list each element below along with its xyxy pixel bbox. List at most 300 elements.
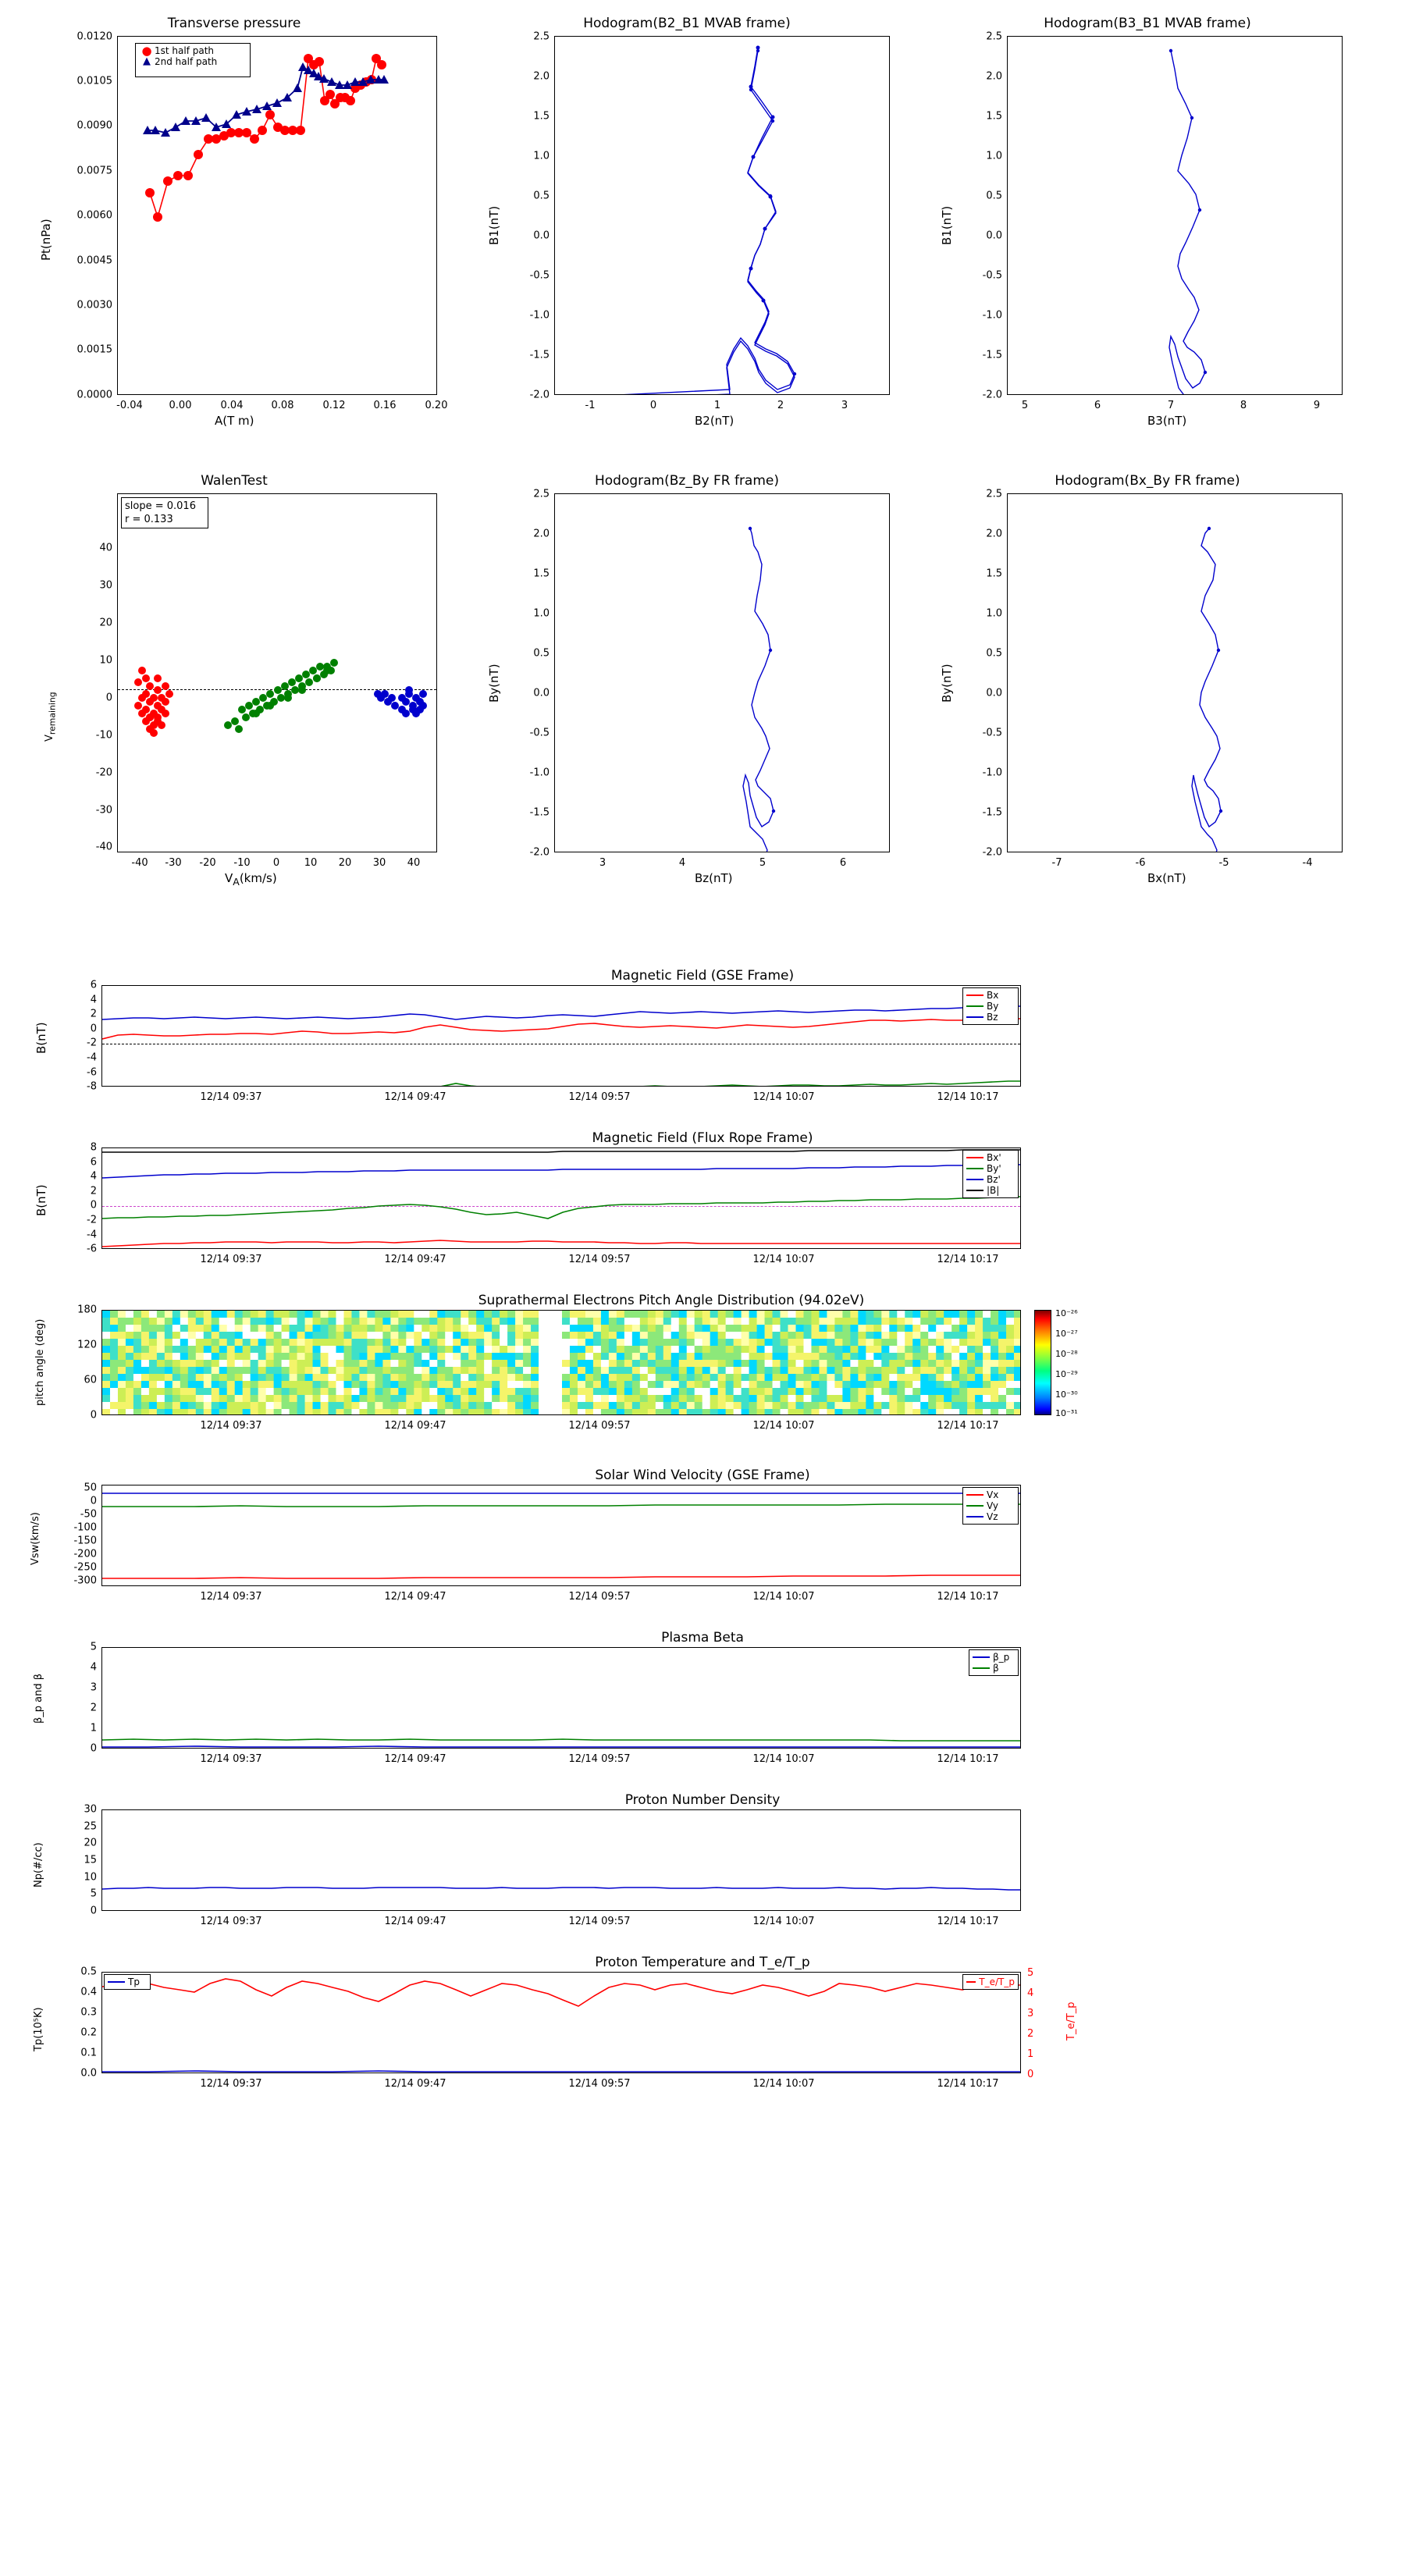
y-tick: -250 bbox=[73, 1561, 97, 1574]
y-tick: 0.1 bbox=[80, 2047, 97, 2059]
y-tick-right: 0 bbox=[1027, 2069, 1034, 2080]
y-tick: 10 bbox=[99, 654, 112, 667]
plot-svg bbox=[118, 494, 437, 852]
legend-item bbox=[139, 45, 247, 56]
y-tick: 0.0060 bbox=[76, 209, 112, 222]
panel-title: Magnetic Field (GSE Frame) bbox=[610, 968, 795, 984]
y-tick: 1.0 bbox=[986, 607, 1002, 620]
panel-hodogram-bz-by bbox=[468, 468, 905, 885]
legend-label: Tp bbox=[128, 1976, 140, 1987]
y-axis-label: By(nT) bbox=[487, 664, 501, 703]
x-tick: 12/14 10:07 bbox=[752, 1254, 815, 1265]
panel-title: WalenTest bbox=[201, 473, 268, 489]
y-tick: -4 bbox=[87, 1051, 97, 1064]
plot-svg bbox=[1008, 494, 1343, 852]
y-tick: -100 bbox=[73, 1521, 97, 1534]
y-tick-right: 4 bbox=[1027, 1987, 1034, 1999]
plot-area bbox=[554, 493, 890, 852]
x-tick: 12/14 10:17 bbox=[937, 1753, 999, 1765]
y-tick: 0 bbox=[90, 1023, 97, 1035]
y-tick: 50 bbox=[84, 1482, 97, 1494]
y-tick: 25 bbox=[84, 1820, 97, 1833]
x-tick: 3 bbox=[599, 857, 606, 869]
legend-item bbox=[108, 1976, 147, 1987]
plot-svg bbox=[102, 1648, 1021, 1749]
y-tick: 0.5 bbox=[986, 190, 1002, 202]
x-tick: 1 bbox=[713, 400, 721, 411]
y-tick: -2 bbox=[87, 1037, 97, 1049]
y-tick: -0.5 bbox=[529, 269, 550, 282]
y-tick: 1.5 bbox=[533, 568, 550, 580]
y-tick: 2.5 bbox=[533, 488, 550, 500]
x-tick: 10 bbox=[304, 857, 318, 869]
plot-svg-main bbox=[555, 37, 890, 395]
y-tick: 2.5 bbox=[986, 30, 1002, 43]
y-axis-label: β_p and β bbox=[33, 1673, 44, 1724]
y-tick: 0.0075 bbox=[76, 165, 112, 177]
x-tick: 12/14 10:17 bbox=[937, 1254, 999, 1265]
legend-label: Bx bbox=[987, 990, 999, 1001]
y-tick: 2.0 bbox=[986, 70, 1002, 83]
y-tick: -2.0 bbox=[982, 389, 1002, 401]
y-tick: 0.4 bbox=[80, 1986, 97, 1998]
y-tick: 180 bbox=[77, 1304, 97, 1316]
y-tick: -1.5 bbox=[529, 349, 550, 361]
y-tick: -8 bbox=[87, 1080, 97, 1093]
x-axis-label: $V_A(km/s)$ bbox=[225, 871, 277, 888]
x-tick: 12/14 10:07 bbox=[752, 1091, 815, 1103]
legend-item bbox=[966, 1511, 1015, 1522]
y-axis-label: $V_{remaining}$ bbox=[44, 692, 58, 742]
plot-svg bbox=[1008, 37, 1343, 395]
legend-item bbox=[966, 1174, 1015, 1185]
plot-area bbox=[101, 1972, 1021, 2073]
y-tick: 30 bbox=[84, 1803, 97, 1816]
x-tick: 12/14 09:47 bbox=[384, 1753, 446, 1765]
x-tick: -5 bbox=[1218, 857, 1229, 869]
y-tick: 20 bbox=[84, 1837, 97, 1849]
colorbar-tick: 10⁻²⁸ bbox=[1055, 1349, 1078, 1359]
y-tick: -50 bbox=[80, 1508, 97, 1521]
y-axis-label: pitch angle (deg) bbox=[34, 1318, 46, 1406]
panel-title: Hodogram(B3_B1 MVAB frame) bbox=[1044, 16, 1251, 31]
y-tick: 2 bbox=[90, 1185, 97, 1197]
panel-title: Transverse pressure bbox=[167, 16, 301, 31]
x-tick: 0 bbox=[649, 400, 657, 411]
legend-item bbox=[973, 1652, 1015, 1663]
panel-plasma-beta bbox=[16, 1630, 1389, 1786]
panel-walen-test bbox=[16, 468, 453, 888]
panel-proton-temperature bbox=[16, 1955, 1389, 2119]
legend-left bbox=[104, 1974, 151, 1990]
y-tick: 2.0 bbox=[533, 70, 550, 83]
legend-item bbox=[966, 1976, 1015, 1987]
y-tick: 30 bbox=[99, 579, 112, 592]
x-tick: 12/14 10:17 bbox=[937, 1591, 999, 1603]
panel-magnetic-field-gse bbox=[16, 968, 1389, 1124]
y-tick: -0.5 bbox=[982, 269, 1002, 282]
x-tick: -20 bbox=[199, 857, 216, 869]
x-tick: -6 bbox=[1135, 857, 1146, 869]
x-tick: 7 bbox=[1167, 400, 1175, 411]
y-tick: -1.0 bbox=[529, 767, 550, 779]
x-tick: 12/14 10:17 bbox=[937, 1091, 999, 1103]
y-tick-right: 1 bbox=[1027, 2048, 1034, 2060]
legend bbox=[969, 1649, 1019, 1676]
x-tick: 12/14 09:37 bbox=[200, 1254, 262, 1265]
x-tick: 4 bbox=[678, 857, 686, 869]
x-tick: 12/14 09:37 bbox=[200, 1420, 262, 1432]
x-tick: 12/14 10:07 bbox=[752, 2078, 815, 2090]
y-tick: 120 bbox=[77, 1339, 97, 1351]
y-tick: 0.0 bbox=[533, 229, 550, 242]
x-axis-label: Bx(nT) bbox=[1147, 871, 1186, 885]
y-tick: 0.5 bbox=[533, 647, 550, 660]
y-tick: 2.5 bbox=[986, 488, 1002, 500]
panel-hodogram-b2-b1 bbox=[468, 11, 905, 428]
y-tick: 0 bbox=[105, 692, 112, 704]
plot-svg bbox=[102, 1148, 1021, 1249]
x-tick: 12/14 09:37 bbox=[200, 1916, 262, 1927]
legend-item bbox=[966, 1185, 1015, 1196]
panel-proton-number-density bbox=[16, 1792, 1389, 1948]
y-tick: 0 bbox=[90, 1409, 97, 1421]
x-tick: 8 bbox=[1240, 400, 1247, 411]
x-axis-label: B2(nT) bbox=[695, 414, 735, 428]
y-tick: 0.0 bbox=[533, 687, 550, 699]
y-tick: -150 bbox=[73, 1535, 97, 1547]
colorbar bbox=[1034, 1310, 1051, 1415]
legend-item bbox=[973, 1663, 1015, 1674]
x-tick: -1 bbox=[585, 400, 596, 411]
y-tick: -1.0 bbox=[982, 767, 1002, 779]
legend-label: 2nd half path bbox=[155, 56, 218, 67]
y-tick: 6 bbox=[90, 1156, 97, 1169]
y-tick: 0.5 bbox=[80, 1966, 97, 1978]
x-axis-label: A(T m) bbox=[215, 414, 254, 428]
y-tick: 0 bbox=[90, 1742, 97, 1755]
y-tick: -2.0 bbox=[529, 846, 550, 859]
x-tick: 12/14 09:37 bbox=[200, 1753, 262, 1765]
y-tick: 0.0000 bbox=[76, 389, 112, 401]
y-tick: 15 bbox=[84, 1854, 97, 1866]
y-tick: 0 bbox=[90, 1199, 97, 1212]
y-tick: 0.0 bbox=[986, 687, 1002, 699]
r-text: r = 0.133 bbox=[125, 514, 173, 525]
x-tick: 3 bbox=[841, 400, 848, 411]
y-tick: 0.0105 bbox=[76, 75, 112, 87]
y-tick-right: 2 bbox=[1027, 2028, 1034, 2040]
y-axis-label: Pt(nPa) bbox=[39, 219, 53, 261]
x-tick: 0 bbox=[272, 857, 280, 869]
x-tick: -40 bbox=[131, 857, 148, 869]
plot-area bbox=[1007, 493, 1343, 852]
x-tick: 0.20 bbox=[425, 400, 448, 411]
slope-text: slope = 0.016 bbox=[125, 500, 196, 512]
legend-label: By' bbox=[987, 1163, 1001, 1174]
y-tick: 0.0 bbox=[80, 2067, 97, 2080]
y-tick: 0.0030 bbox=[76, 299, 112, 311]
x-tick: 12/14 09:37 bbox=[200, 2078, 262, 2090]
y-tick: 60 bbox=[84, 1374, 97, 1386]
y-tick: 20 bbox=[99, 617, 112, 629]
x-tick: 5 bbox=[1021, 400, 1029, 411]
x-tick: 12/14 09:57 bbox=[568, 2078, 631, 2090]
legend-right bbox=[962, 1974, 1019, 1990]
x-tick: 12/14 09:47 bbox=[384, 1091, 446, 1103]
panel-title: Hodogram(Bz_By FR frame) bbox=[594, 473, 780, 489]
x-tick: 12/14 09:57 bbox=[568, 1591, 631, 1603]
y-tick: 1.5 bbox=[986, 110, 1002, 123]
y-axis-label: Np(#/cc) bbox=[33, 1842, 44, 1888]
y-tick: -1.5 bbox=[529, 806, 550, 819]
plot-area bbox=[101, 1147, 1021, 1249]
plot-area bbox=[554, 36, 890, 395]
x-tick: 30 bbox=[372, 857, 386, 869]
panel-title: Hodogram(Bx_By FR frame) bbox=[1055, 473, 1240, 489]
legend-label: Vy bbox=[987, 1500, 998, 1511]
y-tick: -2 bbox=[87, 1214, 97, 1226]
y-tick: -30 bbox=[95, 804, 112, 817]
x-tick: 6 bbox=[1094, 400, 1101, 411]
colorbar-tick: 10⁻²⁶ bbox=[1055, 1308, 1078, 1318]
x-tick: 9 bbox=[1313, 400, 1321, 411]
y-tick: 4 bbox=[90, 1661, 97, 1674]
y-tick: -1.0 bbox=[982, 309, 1002, 322]
legend-label: Vx bbox=[987, 1489, 999, 1500]
y-tick: 0.0120 bbox=[76, 30, 112, 43]
y-tick: 1.5 bbox=[533, 110, 550, 123]
panel-title: Suprathermal Electrons Pitch Angle Distribution (94.02eV) bbox=[478, 1293, 865, 1308]
legend bbox=[135, 43, 251, 77]
x-tick: 12/14 09:47 bbox=[384, 1420, 446, 1432]
triangle-marker-icon: ▲ bbox=[143, 55, 151, 67]
legend-label: T_e/T_p bbox=[979, 1976, 1015, 1987]
y-tick-right: 5 bbox=[1027, 1967, 1034, 1979]
x-tick: 0.04 bbox=[220, 400, 244, 411]
plot-area bbox=[101, 985, 1021, 1087]
x-tick: 12/14 10:17 bbox=[937, 2078, 999, 2090]
colorbar-tick: 10⁻³⁰ bbox=[1055, 1389, 1078, 1400]
circle-marker-icon: ● bbox=[141, 44, 152, 58]
y-tick: 0 bbox=[90, 1495, 97, 1507]
x-tick: -30 bbox=[165, 857, 182, 869]
plot-area bbox=[117, 493, 437, 852]
plot-svg bbox=[555, 494, 890, 852]
y-tick: 6 bbox=[90, 979, 97, 991]
x-tick: 5 bbox=[759, 857, 767, 869]
x-axis-label: Bz(nT) bbox=[695, 871, 733, 885]
x-tick: 12/14 10:17 bbox=[937, 1420, 999, 1432]
y-axis-label: Tp(10⁵K) bbox=[33, 2007, 44, 2051]
colorbar-tick: 10⁻²⁹ bbox=[1055, 1369, 1078, 1379]
y-tick: -20 bbox=[95, 767, 112, 779]
legend-item bbox=[139, 56, 247, 67]
plot-svg bbox=[102, 1973, 1021, 2073]
plot-area bbox=[1007, 36, 1343, 395]
x-tick: 12/14 09:47 bbox=[384, 1254, 446, 1265]
y-tick: 3 bbox=[90, 1681, 97, 1694]
panel-magnetic-field-fr bbox=[16, 1130, 1389, 1286]
y-tick: 4 bbox=[90, 994, 97, 1006]
y-tick: 0.3 bbox=[80, 2006, 97, 2019]
panel-title: Hodogram(B2_B1 MVAB frame) bbox=[583, 16, 791, 31]
x-tick: 12/14 10:07 bbox=[752, 1420, 815, 1432]
x-tick: 12/14 09:57 bbox=[568, 1916, 631, 1927]
x-tick: 12/14 09:37 bbox=[200, 1591, 262, 1603]
y-tick: 1.0 bbox=[533, 607, 550, 620]
x-tick: 12/14 09:37 bbox=[200, 1091, 262, 1103]
y-tick: -0.5 bbox=[529, 727, 550, 739]
y-axis-label: B1(nT) bbox=[940, 205, 954, 245]
panel-title: Proton Number Density bbox=[624, 1792, 781, 1808]
y-tick: 1.0 bbox=[986, 150, 1002, 162]
y-tick: -6 bbox=[87, 1066, 97, 1079]
y-tick: -1.0 bbox=[529, 309, 550, 322]
y-tick: 4 bbox=[90, 1170, 97, 1183]
y-tick: 2 bbox=[90, 1008, 97, 1020]
x-tick: 12/14 09:57 bbox=[568, 1420, 631, 1432]
legend-item bbox=[966, 1001, 1015, 1012]
plot-area bbox=[101, 1809, 1021, 1911]
y-tick: 5 bbox=[90, 1641, 97, 1653]
x-tick: 12/14 10:07 bbox=[752, 1916, 815, 1927]
y-tick: 0.2 bbox=[80, 2026, 97, 2039]
plot-svg bbox=[102, 986, 1021, 1087]
y-tick: 8 bbox=[90, 1141, 97, 1154]
panel-hodogram-bx-by bbox=[921, 468, 1374, 885]
plot-svg bbox=[118, 37, 437, 395]
x-tick: 2 bbox=[777, 400, 784, 411]
x-tick: 12/14 09:47 bbox=[384, 2078, 446, 2090]
plot-area bbox=[101, 1310, 1021, 1415]
y-axis-label: B(nT) bbox=[34, 1022, 48, 1054]
x-tick: 6 bbox=[839, 857, 847, 869]
plot-area bbox=[117, 36, 437, 395]
y-axis-label: By(nT) bbox=[940, 664, 954, 703]
y-tick: -1.5 bbox=[982, 349, 1002, 361]
x-tick: 12/14 09:57 bbox=[568, 1254, 631, 1265]
y-tick: -1.5 bbox=[982, 806, 1002, 819]
x-tick: 12/14 10:17 bbox=[937, 1916, 999, 1927]
y-tick: -6 bbox=[87, 1243, 97, 1255]
plot-svg bbox=[102, 1810, 1021, 1911]
legend-label: β bbox=[993, 1663, 999, 1674]
y-axis-label: B1(nT) bbox=[487, 205, 501, 245]
y-tick: 2.0 bbox=[533, 528, 550, 540]
colorbar-tick: 10⁻²⁷ bbox=[1055, 1329, 1078, 1339]
legend-label: β_p bbox=[993, 1652, 1010, 1663]
legend-label: By bbox=[987, 1001, 999, 1012]
legend-item bbox=[966, 990, 1015, 1001]
x-tick: 12/14 10:07 bbox=[752, 1591, 815, 1603]
y-tick: 1.0 bbox=[533, 150, 550, 162]
y-tick: 2.5 bbox=[533, 30, 550, 43]
panel-title: Magnetic Field (Flux Rope Frame) bbox=[592, 1130, 813, 1146]
x-tick: 12/14 09:47 bbox=[384, 1591, 446, 1603]
legend-label: 1st half path bbox=[155, 45, 215, 56]
y-axis-label: Vsw(km/s) bbox=[30, 1512, 41, 1565]
panel-hodogram-b3-b1 bbox=[921, 11, 1374, 428]
y-tick: -40 bbox=[95, 841, 112, 853]
x-tick: 0.16 bbox=[373, 400, 397, 411]
y-tick: 0.0090 bbox=[76, 119, 112, 132]
heatmap-svg bbox=[102, 1311, 1021, 1415]
y-tick: 0.5 bbox=[986, 647, 1002, 660]
x-tick: 0.08 bbox=[271, 400, 294, 411]
y-axis-label: B(nT) bbox=[34, 1184, 48, 1216]
y-tick: 10 bbox=[84, 1871, 97, 1884]
y-axis-label-right: T_e/T_p bbox=[1065, 2001, 1077, 2041]
panel-title: Proton Temperature and T_e/T_p bbox=[595, 1955, 810, 1970]
annotation-box bbox=[121, 497, 208, 528]
y-tick: -10 bbox=[95, 729, 112, 742]
y-tick: 0.5 bbox=[533, 190, 550, 202]
legend-label: Bz bbox=[987, 1012, 998, 1023]
x-tick: 0.00 bbox=[169, 400, 192, 411]
x-axis-label: B3(nT) bbox=[1147, 414, 1187, 428]
y-tick: -4 bbox=[87, 1229, 97, 1241]
x-tick: -4 bbox=[1302, 857, 1313, 869]
y-tick: 0.0015 bbox=[76, 343, 112, 356]
legend bbox=[962, 1150, 1019, 1198]
y-tick: -0.5 bbox=[982, 727, 1002, 739]
y-tick: 40 bbox=[99, 542, 112, 554]
x-tick: 12/14 09:57 bbox=[568, 1753, 631, 1765]
legend bbox=[962, 987, 1019, 1025]
y-tick: -2.0 bbox=[529, 389, 550, 401]
y-tick-right: 3 bbox=[1027, 2008, 1034, 2019]
y-tick: 5 bbox=[90, 1888, 97, 1900]
y-tick: -2.0 bbox=[982, 846, 1002, 859]
panel-transverse-pressure bbox=[16, 11, 453, 428]
legend-item bbox=[966, 1500, 1015, 1511]
plot-area bbox=[101, 1647, 1021, 1749]
legend-label: Bx' bbox=[987, 1152, 1001, 1163]
y-tick: -200 bbox=[73, 1548, 97, 1560]
y-tick: 0.0 bbox=[986, 229, 1002, 242]
legend bbox=[962, 1487, 1019, 1525]
legend-label: Bz' bbox=[987, 1174, 1001, 1185]
plot-svg bbox=[102, 1485, 1021, 1586]
legend-label: Vz bbox=[987, 1511, 998, 1522]
legend-item bbox=[966, 1489, 1015, 1500]
y-tick: 0 bbox=[90, 1905, 97, 1917]
x-tick: 20 bbox=[338, 857, 352, 869]
x-tick: 0.12 bbox=[322, 400, 346, 411]
x-tick: -0.04 bbox=[116, 400, 143, 411]
x-tick: 40 bbox=[407, 857, 421, 869]
colorbar-tick: 10⁻³¹ bbox=[1055, 1408, 1078, 1418]
y-tick: 2.0 bbox=[986, 528, 1002, 540]
x-tick: 12/14 10:07 bbox=[752, 1753, 815, 1765]
y-tick: 1.5 bbox=[986, 568, 1002, 580]
y-tick: 2 bbox=[90, 1702, 97, 1714]
legend-label: |B| bbox=[987, 1185, 1000, 1196]
plot-area bbox=[101, 1485, 1021, 1586]
y-tick: 1 bbox=[90, 1722, 97, 1735]
x-tick: -7 bbox=[1051, 857, 1062, 869]
y-tick: -300 bbox=[73, 1574, 97, 1587]
x-tick: 12/14 09:47 bbox=[384, 1916, 446, 1927]
panel-title: Solar Wind Velocity (GSE Frame) bbox=[595, 1468, 810, 1483]
legend-item bbox=[966, 1012, 1015, 1023]
x-tick: -10 bbox=[233, 857, 251, 869]
panel-solar-wind-velocity bbox=[16, 1468, 1389, 1624]
panel-title: Plasma Beta bbox=[661, 1630, 744, 1646]
y-tick: 0.0045 bbox=[76, 254, 112, 267]
legend-item bbox=[966, 1152, 1015, 1163]
